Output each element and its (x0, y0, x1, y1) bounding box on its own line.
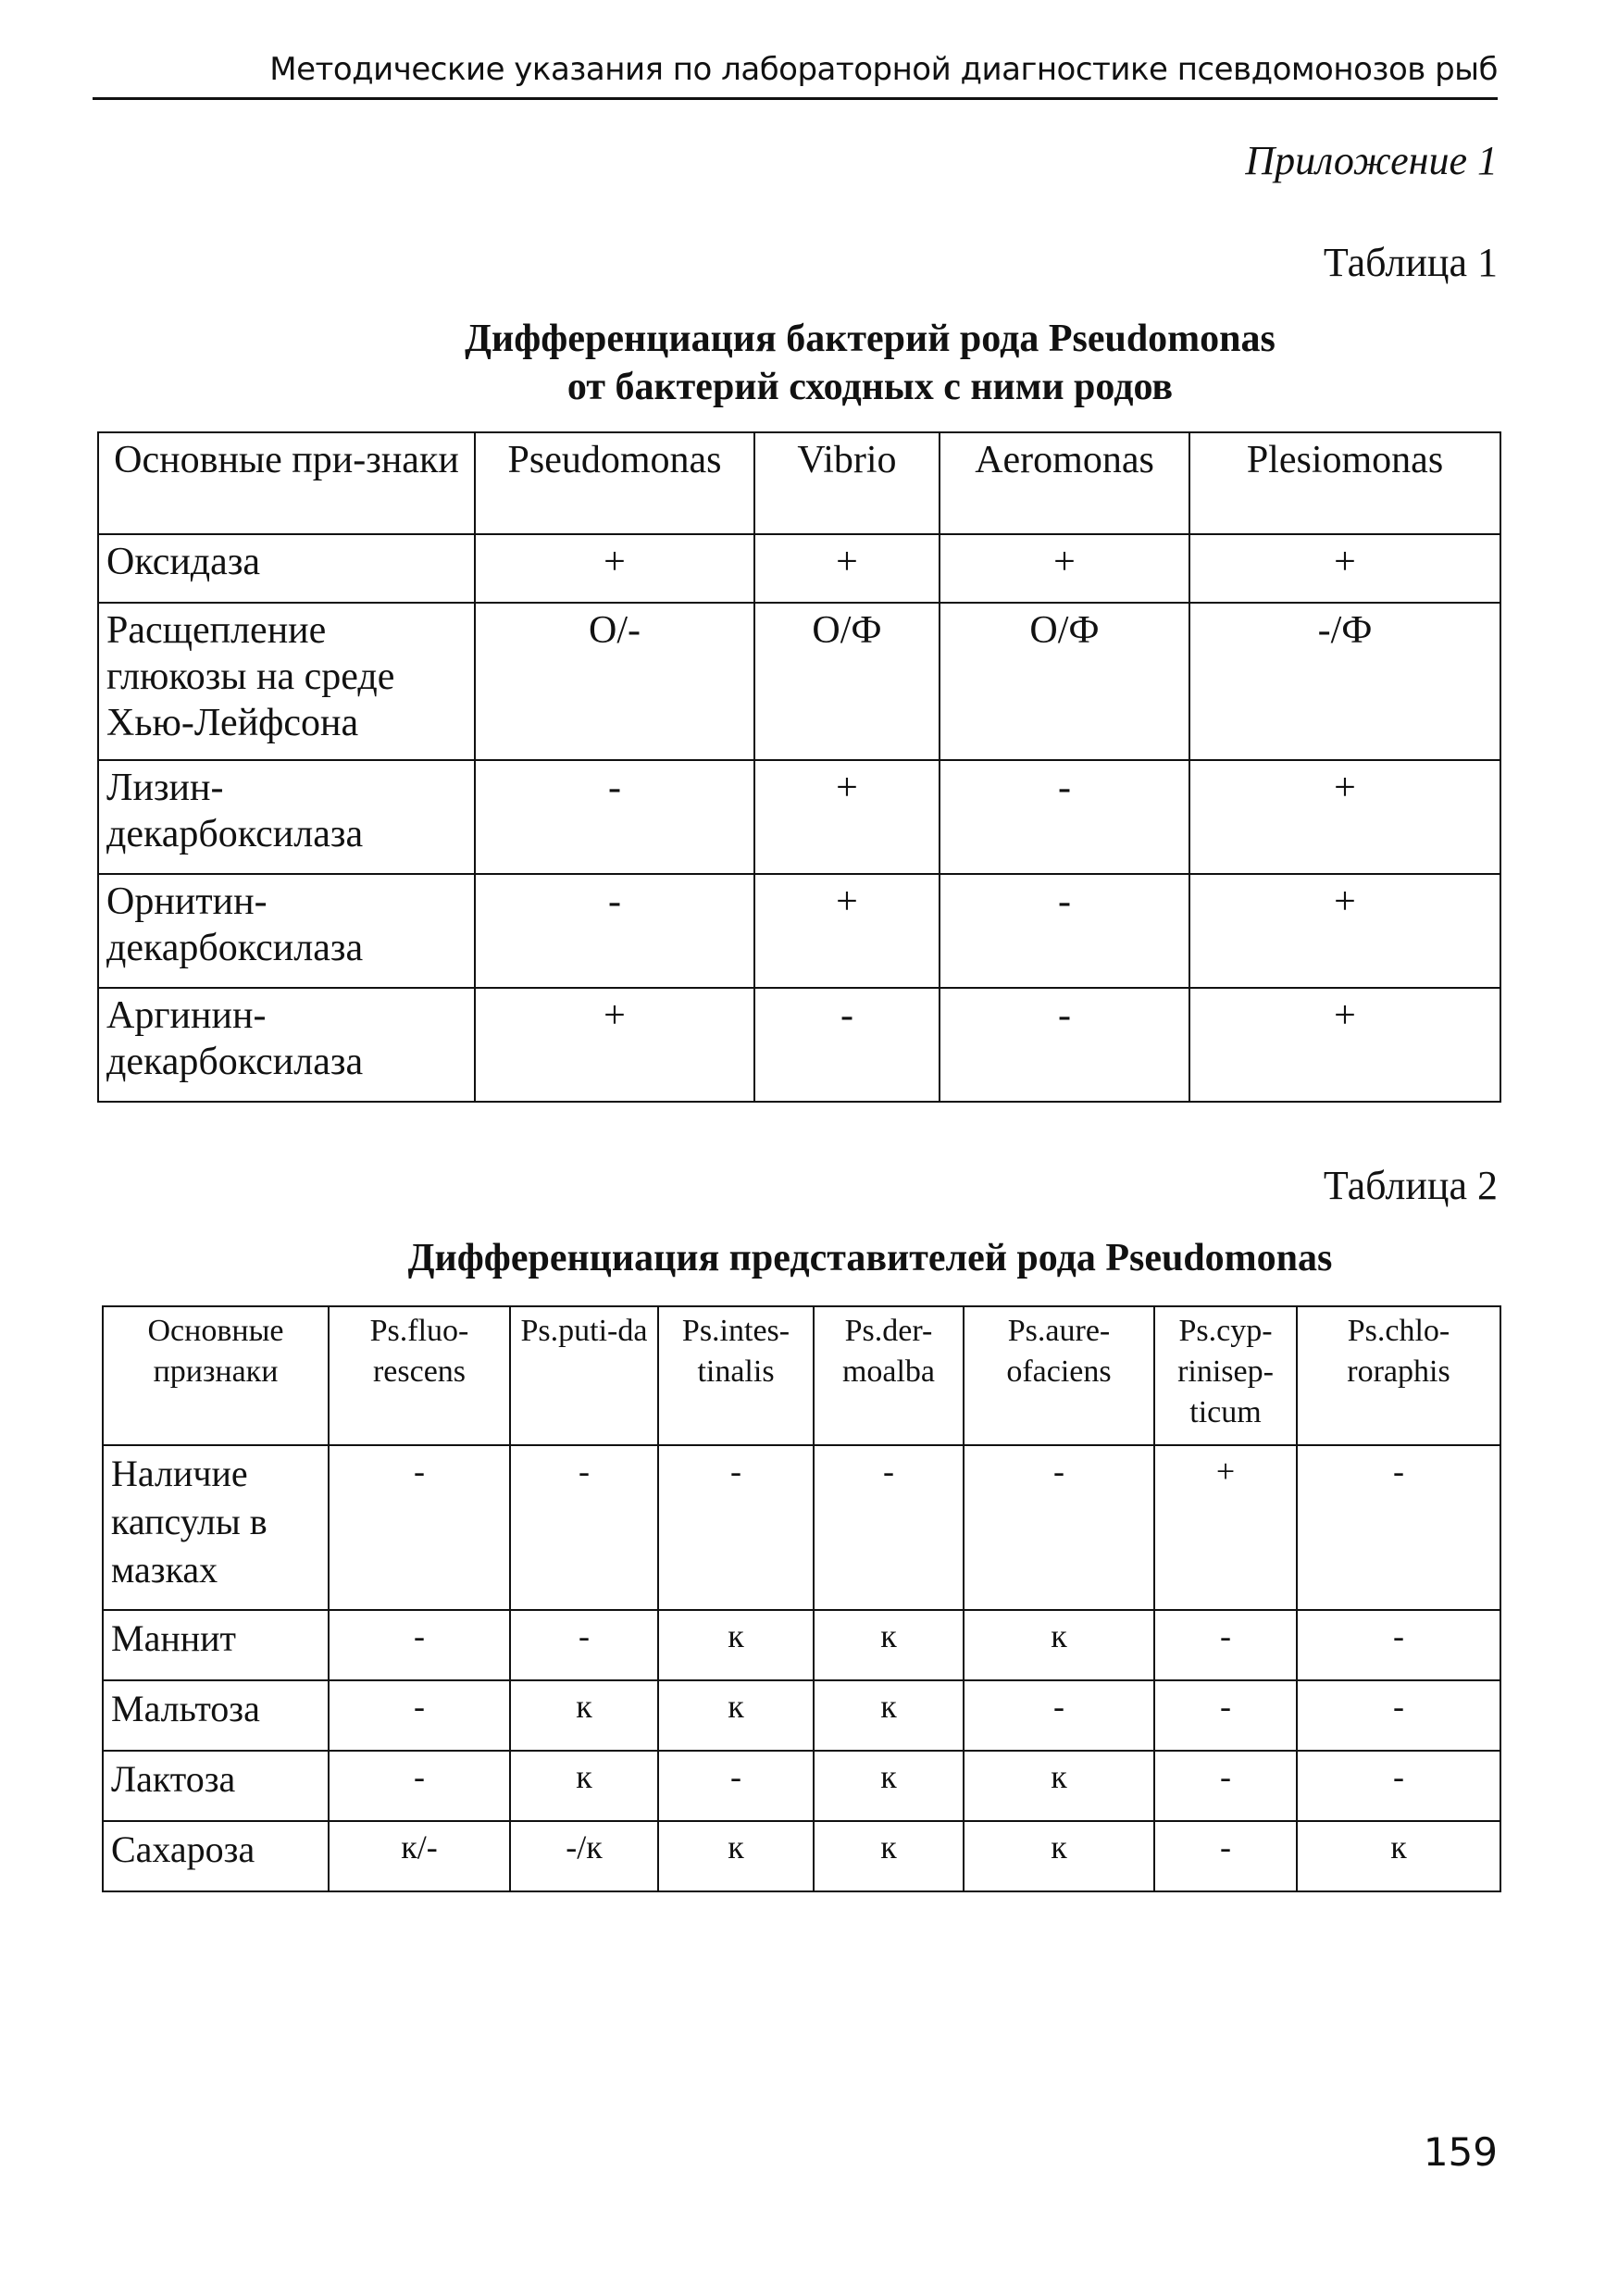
running-head: Методические указания по лабораторной диагностике псевдомонозов рыб (93, 51, 1498, 100)
table2-cell: -/к (510, 1821, 658, 1891)
table2-cell: к (814, 1751, 964, 1821)
table2-label: Таблица 2 (1323, 1163, 1498, 1208)
table2-cell: к (510, 1680, 658, 1751)
table1-cell: - (940, 760, 1189, 874)
table2-cell: - (658, 1445, 814, 1610)
appendix-label: Приложение 1 (1245, 138, 1498, 183)
table2-cell: - (510, 1610, 658, 1680)
page-number: 159 (1423, 2129, 1498, 2175)
table2-header-cell: Ps.fluo-rescens (329, 1306, 510, 1445)
table1-header-cell: Pseudomonas (475, 432, 754, 534)
table1-row-label: Расщепление глюкозы на среде Хью-Лейфсона (98, 603, 475, 760)
table1-label: Таблица 1 (1323, 240, 1498, 285)
table2-header-cell: Ps.cyp-rinisep-ticum (1154, 1306, 1297, 1445)
table2-cell: к (1297, 1821, 1500, 1891)
table2-header-cell: Ps.der-moalba (814, 1306, 964, 1445)
table1-cell: -/Ф (1189, 603, 1500, 760)
table2-cell: к/- (329, 1821, 510, 1891)
table1-row (98, 603, 1500, 760)
table2-cell: - (329, 1751, 510, 1821)
table2-header-cell: Ps.aure-ofaciens (964, 1306, 1154, 1445)
table1-cell: + (1189, 760, 1500, 874)
table1-cell: О/Ф (754, 603, 940, 760)
table2-row (103, 1680, 1500, 1751)
table2-cell: к (814, 1680, 964, 1751)
table2-row (103, 1821, 1500, 1891)
table1-header-cell: Vibrio (754, 432, 940, 534)
table2-row-label: Лактоза (103, 1751, 329, 1821)
table1-cell: О/Ф (940, 603, 1189, 760)
table2-row-label: Наличие капсулы в мазках (103, 1445, 329, 1610)
table2-cell: - (1297, 1751, 1500, 1821)
table1-title-line: от бактерий сходных с ними родов (566, 366, 1174, 408)
table1-row-label: Оксидаза (98, 534, 475, 603)
table2-cell: к (814, 1610, 964, 1680)
table1-title (93, 315, 1618, 411)
table1-header-row (98, 432, 1500, 534)
table1-cell: - (940, 874, 1189, 988)
table2-title-line: Дифференциация представителей рода Pseudomonas (407, 1237, 1333, 1279)
table1-cell: - (475, 874, 754, 988)
table2-header-cell: Ps.puti-da (510, 1306, 658, 1445)
table2-row (103, 1445, 1500, 1610)
table1-row-label: Лизин-декарбоксилаза (98, 760, 475, 874)
table2-cell: - (814, 1445, 964, 1610)
table2-cell: - (329, 1610, 510, 1680)
table2-cell: - (329, 1445, 510, 1610)
table1-header-cell: Aeromonas (940, 432, 1189, 534)
table1-cell: - (754, 988, 940, 1102)
table1-cell: + (754, 874, 940, 988)
table2-title (93, 1234, 1618, 1282)
table1-cell: О/- (475, 603, 754, 760)
table2-cell: - (1297, 1610, 1500, 1680)
table2-row-label: Мальтоза (103, 1680, 329, 1751)
table2-header-cell: Ps.chlo-roraphis (1297, 1306, 1500, 1445)
table2-row (103, 1751, 1500, 1821)
table1-row-label: Орнитин-декарбоксилаза (98, 874, 475, 988)
table2-cell: - (1154, 1751, 1297, 1821)
table2-cell: к (510, 1751, 658, 1821)
table2-cell: - (964, 1445, 1154, 1610)
table1-row-label: Аргинин-декарбоксилаза (98, 988, 475, 1102)
table2-cell: к (658, 1610, 814, 1680)
table1-row (98, 988, 1500, 1102)
table2-cell: - (1297, 1680, 1500, 1751)
table2-row-label: Маннит (103, 1610, 329, 1680)
table1-cell: + (475, 988, 754, 1102)
table2-cell: к (964, 1821, 1154, 1891)
table1-cell: + (1189, 874, 1500, 988)
table2-cell: - (1154, 1680, 1297, 1751)
table2-cell: - (510, 1445, 658, 1610)
table1-header-cell: Plesiomonas (1189, 432, 1500, 534)
table1-header-cell: Основные при-знаки (98, 432, 475, 534)
table2-cell: к (814, 1821, 964, 1891)
table1-cell: - (475, 760, 754, 874)
table2-header-row (103, 1306, 1500, 1445)
table2-cell: - (1297, 1445, 1500, 1610)
table2-header-cell: Ps.intes-tinalis (658, 1306, 814, 1445)
table1-title-line: Дифференциация бактерий рода Pseudomonas (465, 318, 1276, 360)
table2-cell: к (964, 1751, 1154, 1821)
table2-cell: - (1154, 1821, 1297, 1891)
table2-row-label: Сахароза (103, 1821, 329, 1891)
table2-cell: - (1154, 1610, 1297, 1680)
table2-row (103, 1610, 1500, 1680)
table1-cell: + (940, 534, 1189, 603)
table1-cell: + (475, 534, 754, 603)
table1-row (98, 534, 1500, 603)
table2 (102, 1305, 1501, 1892)
table2-cell: - (329, 1680, 510, 1751)
table2-cell: - (658, 1751, 814, 1821)
table1 (97, 431, 1501, 1103)
table1-cell: - (940, 988, 1189, 1102)
table2-cell: - (964, 1680, 1154, 1751)
table2-cell: к (964, 1610, 1154, 1680)
table1-row (98, 760, 1500, 874)
table1-cell: + (1189, 988, 1500, 1102)
table2-cell: к (658, 1680, 814, 1751)
table1-cell: + (1189, 534, 1500, 603)
table1-row (98, 874, 1500, 988)
table2-cell: к (658, 1821, 814, 1891)
table2-header-cell: Основные признаки (103, 1306, 329, 1445)
table1-cell: + (754, 760, 940, 874)
table2-cell: + (1154, 1445, 1297, 1610)
table1-cell: + (754, 534, 940, 603)
